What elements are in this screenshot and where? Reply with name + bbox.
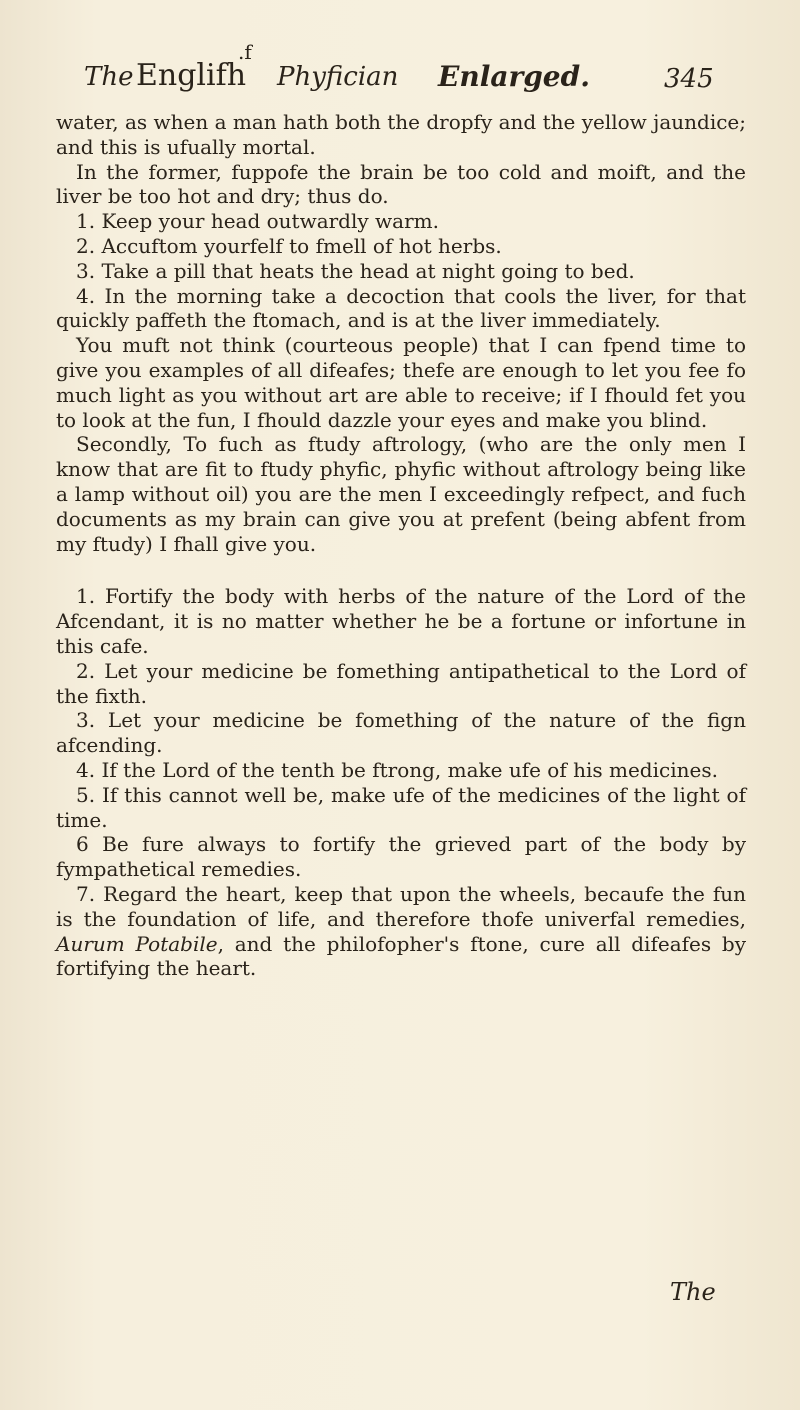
paragraph: water, as when a man hath both the dropfy and the yellow jaundice; and this is ufually mortal.: [56, 110, 746, 159]
list-item: 3. Take a pill that heats the head at night going to bed.: [76, 258, 635, 283]
page-mark: .f: [238, 40, 252, 64]
rule-item: 4. If the Lord of the tenth be ftrong, make ufe of his medicines.: [76, 757, 718, 782]
rule-item: 2. Let your medicine be fomething antipathetical to the Lord of the fixth.: [56, 658, 746, 708]
catchword: The: [670, 1278, 716, 1306]
rule-item: 6 Be fure always to fortify the grieved part of the body by fympathetical remedies.: [56, 832, 746, 882]
rule7-after: , and the philofopher's ftone, cure all difeafes by fortifying the heart.: [56, 931, 746, 981]
list-item: 4. In the morning take a decoction that cools the liver, for that quickly paffeth the ftomach, and is at the liver immediately.: [56, 283, 746, 333]
page-number: 345: [664, 64, 714, 94]
paragraph: You muft not think (courteous people) that I can fpend time to give you examples of all difeafes; thefe are enough to let you fee fo much light as you without art are able to receive; if I fhould fet you to look at the fun, I fhould dazzle your eyes and make you blind.: [56, 333, 746, 432]
list-item: 2. Accuftom yourfelf to fmell of hot herbs.: [76, 233, 502, 258]
paragraph: Secondly, To fuch as ftudy aftrology, (who are the only men I know that are fit to ftudy phyfic, phyfic without aftrology being like a lamp without oil) you are the men I exceedingly refpect, and fuch documents as my brain can give you at prefent (being abfent from my ftudy) I fhall give you.: [56, 432, 746, 556]
header-physician: Phyfician: [277, 62, 399, 92]
rule-item: 1. Fortify the body with herbs of the nature of the Lord of the Afcendant, it is no matter whether he be a fortune or infortune in this cafe.: [56, 584, 746, 658]
paragraph: In the former, fuppofe the brain be too cold and moift, and the liver be too hot and dry; thus do.: [56, 159, 746, 209]
header-english: Englifh: [136, 58, 247, 93]
rule7-italic: Aurum Potabile: [56, 931, 218, 956]
rule-item: [56, 882, 746, 981]
list-item: 1. Keep your head outwardly warm.: [76, 209, 439, 234]
header-the: The: [84, 62, 134, 92]
rule-item: 5. If this cannot well be, make ufe of the medicines of the light of time.: [56, 782, 746, 832]
rule-item: 3. Let your medicine be fomething of the nature of the fign afcending.: [56, 708, 746, 758]
rule7-before: 7. Regard the heart, keep that upon the wheels, becaufe the fun is the foundation of life, and therefore thofe univerfal remedies,: [56, 881, 746, 931]
running-header: [56, 58, 756, 98]
body-text: [56, 110, 746, 981]
header-enlarged: Enlarged.: [438, 60, 590, 93]
